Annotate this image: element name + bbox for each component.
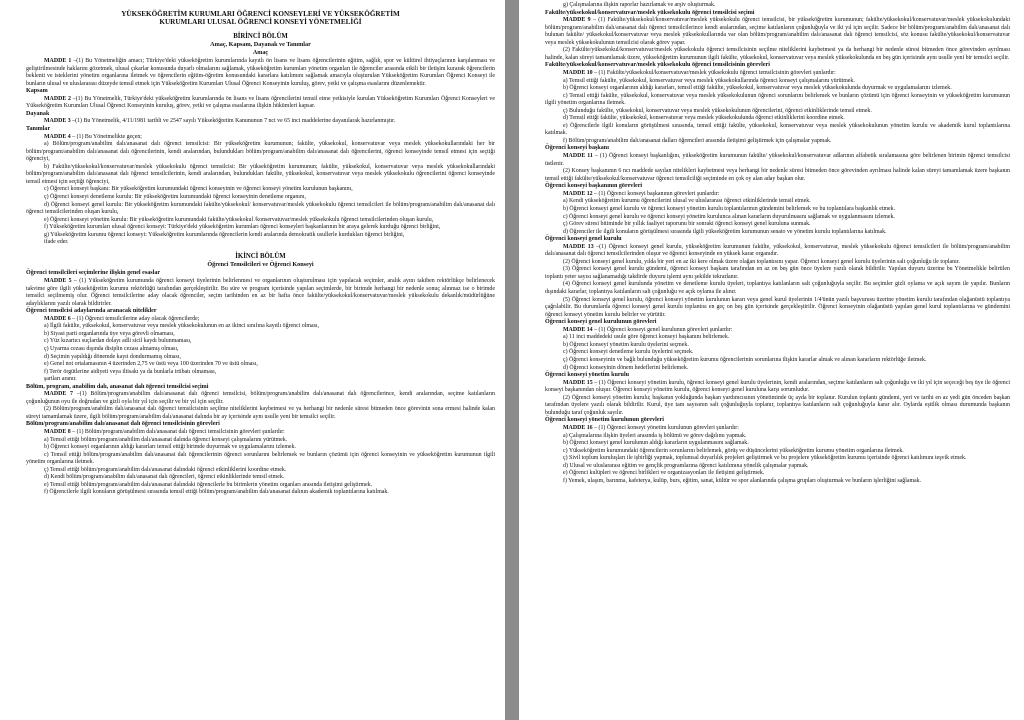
article-6-label: MADDE 6 bbox=[44, 315, 71, 322]
article-13-3: (3) Öğrenci konseyi genel kurulu gündemi, öğrenci konseyi başkanı tarafından en az on beş gün önce üyelere yazılı olarak bildirilir. Yapılan duyuru üzerine bu Yönetmelikle belirtilen toplantı yeter sayısı sağlanamadığı takdirde duyuru işlemi aynı şekilde tekrarlanır. bbox=[545, 266, 1010, 280]
article-10-f: f) Bölüm/program/anabilim dalı/anasanat dalları öğrencileri arasında iletişimi geliştirmek için çalışmalar yapmak. bbox=[563, 137, 832, 144]
article-8-e: e) Temsil ettiği bölüm/program/anabilim dalı/anasanat dalındaki öğrencilerle bu birimlerin yönetim organları arasında iletişimi geliştirmek. bbox=[44, 481, 373, 488]
article-4-end: ifade eder. bbox=[44, 239, 69, 246]
heading-dayanak: Dayanak bbox=[26, 110, 50, 117]
article-1-text: –(1) Bu Yönetmeliğin amacı; Türkiye'deki yükseköğretim kurumlarında kayıtlı ön lisans ve lisans öğrencilerinin eğitim, sağlık, spor ve kültürel ihtiyaçlarının karşılanması ve geliştirilmesinde haklarını gözetmek, ulusal çıkarlar konusunda duyarlı olmalarını sağlamak, yükseköğretim kurumları yönetim organları ile öğrenciler arasında etkili bir iletişim kurarak öğrencilerin beklenti ve isteklerini yönetim organlarına iletmek ve öğrencilerin eğitim-öğretim konusundaki kararlara katılımını sağlamak amacıyla oluşturulan Yükseköğretim Kurumları Öğrenci Konseyi ile bunların ulusal ve uluslararası düzeyde temsil etmek için Yükseköğretim Kurumları Ulusal Öğrenci Konseyinin kuruluş, görev, yetki ve çalışma esaslarını düzenlemektir. bbox=[26, 58, 495, 87]
page-gutter bbox=[505, 0, 519, 720]
article-12-label: MADDE 12 bbox=[563, 190, 593, 197]
article-8-a: a) Temsil ettiği bölüm/program/anabilim dalı/anasanat dalında öğrenci konseyi çalışmalarını yürütmek. bbox=[44, 436, 288, 443]
article-10-d: d) Temsil ettiği fakülte, yüksekokul, konservatuvar veya meslek yüksekokulunda öğrenci etkinliklerini koordine etmek. bbox=[563, 115, 845, 122]
article-4-e: e) Öğrenci konseyi yönetim kurulu: Bir yükseköğretim kurumundaki fakülte/yüksekokul /konservatuvar/meslek yüksekokulu öğrenci temsilcilerinden oluşan kurulu, bbox=[44, 216, 434, 223]
article-10-intro: – (1) Fakülte/yüksekokul/konservatuvar/meslek yüksekokulu öğrenci temsilcisinin görevleri şunlardır: bbox=[594, 70, 836, 77]
article-8-b: b) Öğrenci konseyi organlarının aldığı kararları temsil ettiği birimde duyurmak ve uygulamalarını izlemek. bbox=[44, 444, 296, 451]
article-3-text: –(1) Bu Yönetmelik, 4/11/1981 tarihli ve 2547 sayılı Yükseköğretim Kanununun 7 nci ve 65 inci maddelerine dayanılarak hazırlanmıştır. bbox=[72, 118, 396, 125]
article-4-g: g) Yükseköğretim kurumu öğrenci konseyi: Yükseköğretim kurumlarında öğrencilerin kendi aralarında demokratik usullerle kurdukları öğrenci birliğini, bbox=[44, 231, 405, 238]
article-10-cc: ç) Bulunduğu fakülte, yüksekokul, konservatuvar veya meslek yüksekokulunun öğrencilerini, öğrenci etkinliklerinde temsil etmek. bbox=[563, 107, 872, 114]
article-6-e: e) Genel not ortalamasının 4 üzerinden 2,75 ve üstü veya 100 üzerinden 70 ve üstü olması, bbox=[44, 361, 258, 368]
article-9 bbox=[545, 17, 1010, 47]
article-12-intro: – (1) Öğrenci konseyi başkanının görevleri şunlardır: bbox=[594, 190, 720, 197]
part2-title: İKİNCİ BÖLÜM bbox=[235, 252, 286, 260]
article-4-f: f) Yükseköğretim kurumları ulusal öğrenci konseyi: Türkiye'deki yükseköğretim kurumları öğrenci konseyleri başkanlarının bir araya gelerek kurduğu öğrenci birliğini, bbox=[44, 224, 441, 231]
article-6-cc: ç) Uyarma cezası dışında disiplin cezası almamış olması, bbox=[44, 345, 179, 352]
article-14-label: MADDE 14 bbox=[563, 326, 593, 333]
part1-title: BİRİNCİ BÖLÜM bbox=[233, 32, 288, 40]
heading-kapsam: Kapsam bbox=[26, 88, 48, 95]
article-8-g: g) Çalışmalarına ilişkin raporlar hazırlamak ve arşiv oluşturmak. bbox=[563, 2, 716, 8]
part1-subtitle: Amaç, Kapsam, Dayanak ve Tanımlar bbox=[210, 40, 311, 48]
article-11-2: (2) Konsey başkanının 6 ncı maddede sayılan nitelikleri kaybetmesi veya herhangi bir nedenle süresi bitmeden önce görevinden ayrılması halinde kalan süreyi tamamlamak üzere başkanın temsil ettiği fakülte/yüksekokul/konservatuvar öğrenci temsilciliği seçiminde en çok oy alan aday başkan olur. bbox=[545, 168, 1010, 182]
article-5 bbox=[26, 278, 495, 308]
heading-bolum-gorev: Bölüm/program/anabilim dalı/anasanat dalı öğrenci temsilcisinin görevleri bbox=[26, 421, 220, 428]
article-15 bbox=[545, 380, 1010, 395]
part2-subtitle: Öğrenci Temsilcileri ve Öğrenci Konseyi bbox=[207, 260, 314, 268]
article-15-label: MADDE 15 bbox=[563, 379, 593, 386]
article-5-label: MADDE 5 bbox=[44, 278, 72, 284]
article-4-d: d) Öğrenci konseyi genel kurulu: Bir yükseköğretim kurumundaki fakülte/yüksekokul/ konservatuvar/meslek yüksekokulu öğrenci temsilcileri ile bölüm/program/anabilim dalı/anasanat dalı öğrenci temsilcilerinden oluşan kurulu, bbox=[26, 201, 495, 216]
article-6-c: c) Yüz kızartıcı suçlardan dolayı adli sicil kaydı bulunmaması, bbox=[44, 338, 192, 345]
article-6-b: b) Siyasi parti organlarında üye veya görevli olmaması, bbox=[44, 330, 175, 337]
heading-baskan-gorev: Öğrenci konseyi başkanının görevleri bbox=[545, 183, 643, 190]
heading-baskan: Öğrenci konseyi başkanı bbox=[545, 145, 609, 152]
heading-genel-gorev: Öğrenci konseyi genel kurulunun görevleri bbox=[545, 319, 657, 326]
article-12-d: d) Öğrenciler ile ilgili konuların görüşülmesi sırasında ilgili yükseköğretim kurumunun senato ve yönetim kurulu toplantılarına katılmak. bbox=[563, 228, 887, 235]
article-16-e: e) Öğrenci kulüpleri ve öğrenci birlikleri ve organizasyonları ile iletişimi geliştirmek. bbox=[563, 470, 765, 477]
article-6-intro: – (1) Öğrenci temsilcilerine aday olacak öğrencilerde; bbox=[72, 315, 200, 322]
article-9-2: (2) Fakülte/yüksekokul/konservatuvar/meslek yüksekokulu öğrenci temsilcisinin seçilme niteliklerini kaybetmesi ya da herhangi bir nedenle süresi bitmeden önce görevinden ayrılması halinde, kalan süreyi tamamlamak üzere, yükseköğretim kurumunun ilgili fakülte, yüksekokul, konservatuvar veya meslek yüksekokulunda en beş gün içerisinde aynı usulle yeni bir temsilci seçilir. bbox=[545, 47, 1010, 61]
article-14-c: c) Öğrenci konseyi denetleme kurulu üyelerini seçmek. bbox=[563, 349, 694, 356]
article-4-cc: ç) Öğrenci konseyi denetleme kurulu: Bir yükseköğretim kurumundaki öğrenci konseyinin denetleme organını, bbox=[44, 193, 306, 200]
article-4-intro: – (1) Bu Yönetmelikte geçen; bbox=[72, 133, 142, 140]
article-16-f: f) Yemek, ulaşım, barınma, kafeterya, kulüp, burs, eğitim, sanat, kültür ve spor alanlarında çalışma grupları oluşturmak ve bunların işlerliğini sağlamak. bbox=[563, 477, 922, 484]
article-4-b: b) Fakülte/yüksekokul/konservatuvar/meslek yüksekokulu öğrenci temsilcisi: Bir yükseköğretim kurumunun; fakülte, yüksekokul, konservatuvar veya meslek yüksekokullarındaki bölüm/program/anabilim dalı/anasanat dalı öğrenci temsilcilerinin, kendi aralarından, bulundukları fakülte, yüksekokul, konservatuvar veya meslek yüksekokulu öğrencilerini öğrenci konseyinde temsil etmesi için seçtiği öğrenciyi, bbox=[26, 163, 495, 185]
article-11 bbox=[545, 153, 1010, 168]
article-14-a: a) 11 inci maddedeki usule göre öğrenci konseyi başkanını belirlemek. bbox=[563, 334, 730, 341]
article-15-text: – (1) Öğrenci konseyi yönetim kurulu, öğrenci konseyi genel kurulu üyelerinin, kendi aralarından, seçime katılanların salt çoğunluğu ve iki yıl için seçeceği beş üye ile öğrenci konseyi başkanından oluşur. Öğrenci konseyi yönetim kurulu, öğrenci konseyi genel kuruluna karşı sorumludur. bbox=[545, 379, 1010, 394]
heading-genel-kurul: Öğrenci konseyi genel kurulu bbox=[545, 236, 622, 243]
heading-nitelik: Öğrenci temsilcisi adaylarında aranacak nitelikler bbox=[26, 308, 157, 315]
article-16-a: a) Çalışmalarına ilişkin üyeleri arasında iş bölümü ve görev dağılımı yapmak. bbox=[563, 432, 747, 439]
article-8-f: f) Öğrencilerle ilgili konuların görüşülmesi sırasında temsil ettiği bölüm/program/anabilim dalı/anasanat dalının akademik toplantılarına katılmak. bbox=[44, 489, 389, 496]
heading-fak-secim: Fakülte/yüksekokul/konservatuvar/meslek yüksekokulu öğrenci temsilcisi seçimi bbox=[545, 9, 755, 16]
article-5-text: – (1) Yükseköğretim kurumunda öğrenci konseyi üyelerinin belirlenmesi ve organlarının oluşturulması için yapılacak seçimler, aralık ayını takiben rektörlükçe belirlenecek takvime göre ilgili yükseköğretim kurumu rektörlüğü tarafından gerçekleştirilir. Bu süre ve program içerisinde yapılan seçimlerde, bir birimde herhangi bir nedenle sonuç alınmaz ise o birimde temsilci seçilmemiş olur. Öğrenci temsilcilerine aday olacak öğrenciler, seçim tarihinden en az bir hafta önce fakülte/yüksekokul/konservatuvar/meslek yüksekokulu dekanlık/müdürlüğüne adaylıklarını yazılı olarak bildirirler. bbox=[26, 278, 495, 307]
article-6-d: d) Seçimin yapıldığı dönemde kayıt dondurmamış olması, bbox=[44, 353, 181, 360]
article-10 bbox=[545, 70, 1010, 78]
article-14-cc: ç) Öğrenci konseyinin ve bağlı bulunduğu yükseköğretim kurumu öğrencilerinin sorunlarına ilişkin kararlar almak ve alınan kararların rektörlüğe iletmek. bbox=[563, 356, 927, 363]
article-16-c: c) Yükseköğretim kurumundaki öğrencilerin sorunlarını belirlemek, görüş ve düşüncelerini yükseköğretim kurumu yönetim organlarına iletmek. bbox=[563, 447, 904, 454]
article-6-a: a) İlgili fakülte, yüksekokul, konservatuvar veya meslek yüksekokulunun en az ikinci sınıfına kayıtlı öğrenci olması, bbox=[44, 323, 319, 330]
article-12-a: a) Kendi yükseköğretim kurumu öğrencilerini ulusal ve uluslararası öğrenci etkinliklerinde temsil etmek. bbox=[563, 198, 811, 205]
heading-secim: Öğrenci temsilcileri seçimlerine ilişkin genel esaslar bbox=[26, 270, 161, 277]
article-16-label: MADDE 16 bbox=[563, 425, 593, 431]
article-14-b: b) Öğrenci konseyi yönetim kurulu üyelerini seçmek. bbox=[563, 341, 689, 348]
heading-amac: Amaç bbox=[252, 50, 269, 57]
article-3-label: MADDE 3 bbox=[44, 118, 71, 125]
heading-tanimlar: Tanımlar bbox=[26, 126, 51, 133]
article-2 bbox=[26, 96, 495, 111]
article-4-a: a) Bölüm/program/anabilim dalı/anasanat dalı öğrenci temsilcisi: Bir yükseköğretim kurumunun; fakülte, yüksekokul, konservatuvar veya meslek yüksekokullarındaki her bir bölüm/program/anabilim dalı/anasanat dalı öğrencilerinin, kendi aralarından, bulundukları bölüm/program/anabilim dalı/anasanat dalı öğrencilerini, öğrenci konseyinde temsil etmesi için seçtiği öğrenciyi, bbox=[26, 141, 495, 163]
article-12-b: b) Öğrenci konseyi genel kurulu ve öğrenci konseyi yönetim kurulu toplantılarının gündemini belirlemek ve bu toplantılara başkanlık etmek. bbox=[563, 205, 896, 212]
article-7-text: –(1) Bölüm/program/anabilim dalı/anasanat dalı öğrenci temsilcisi, bölüm/program/anabilim dalı/anasanat dalı öğrencilerince, kendi aralarından, seçime katılanların çoğunluğunun oyu ile doğrudan ve gizli oyla bir yıl için seçilir ve bir yıl için seçilir. bbox=[26, 391, 495, 405]
article-12-c: c) Öğrenci konseyi genel kurulu ve öğrenci konseyi yönetim kurulunca alınan kararların duyurulmasını sağlamak ve uygulanmasını izlemek. bbox=[563, 213, 895, 220]
article-8 bbox=[26, 429, 495, 437]
article-13-5: (5) Öğrenci konseyi genel kurulu, öğrenci konseyi yönetim kurulunun kararı veya genel kurul üyelerinin 1/4'ünün yazılı başvurusu üzerine yönetim kurulu tarafından olağanüstü toplantıya çağrılabilir. Bu durumlarda öğrenci konseyi genel kurulu toplantısı en geç on beş gün içerisinde gerçekleştirilir. Öğrenci konseyinin olağanüstü yapılan genel kurul toplantılarına ve gündemini öğrenci konseyi yönetim kurulu belirler ve yürütür. bbox=[545, 296, 1010, 318]
heading-bolum-secimi: Bölüm, program, anabilim dalı, anasanat dalı öğrenci temsilcisi seçimi bbox=[26, 383, 209, 390]
article-13-label: MADDE 13 bbox=[563, 243, 594, 250]
article-8-d: d) Kendi bölüm/program/anabilim dalı/anasanat dalı öğrencileri, öğrenci etkinliklerinde temsil etmek. bbox=[44, 474, 285, 481]
article-8-cc: ç) Temsil ettiği bölüm/program/anabilim dalı/anasanat dalındaki öğrenci etkinliklerini koordine etmek. bbox=[44, 466, 287, 473]
heading-yonetim-gorev: Öğrenci konseyi yönetim kurulunun görevleri bbox=[545, 417, 664, 424]
article-11-label: MADDE 11 bbox=[563, 153, 593, 160]
article-13-4: (4) Öğrenci konseyi genel kurulunda yönetim ve denetleme kurulu üyeleri, toplantıya katılanların salt çoğunluğuyla seçilir. Bu seçimler gizli oylama ve açık sayım ile yapılır. Bunların dışındaki kararlar, toplantıya katılanların salt çoğunluğu ve açık oylama ile alınır. bbox=[545, 281, 1010, 296]
article-16-intro: – (1) Öğrenci konseyi yönetim kurulunun görevleri şunlardır: bbox=[594, 425, 739, 431]
article-9-text: – (1) Fakülte/yüksekokul/konservatuvar/meslek yüksekokulu öğrenci temsilcisi, bir yükseköğretim kurumunun; fakülte/yüksekokul/konservatuvar/meslek yüksekokulundaki bölüm/program/anabilim dalı/anasanat dalı öğrenci temsilcilerince kendi aralarından, seçime katılanların çoğunluğuyla ve iki yıl için seçilir. Sadece bir bölüm/program/anabilim dalı/anasanat dalı bulunan fakülte/ yüksekokul/konservatuvar veya meslek yüksekokullarında var olan bölüm/program/anabilim dalı/anasanat dalı öğrenci temsilcisi, söz konusu fakülte/yüksekokul/konservatuvar veya meslek yüksekokulunun temsilcisi olarak görev yapar. bbox=[545, 17, 1010, 46]
article-15-2: (2) Öğrenci konseyi yönetim kurulu; başkanın yokluğunda başkan yardımcısının yönetiminde üç ayda bir toplanır. Kurulun toplantı gündemi, yeri ve tarihi en az yedi gün önceden başkan tarafından üyelere yazılı olarak bildirilir. Kurul, üye tam sayısının salt çoğunluğuyla toplanır, toplantıya katılanların salt çoğunluğuyla karar alır. Oylarda eşitlik olması durumunda başkanın bulunduğu taraf çoğunluk sayılır. bbox=[545, 394, 1010, 416]
article-11-text: – (1) Öğrenci konseyi başkanlığını, yükseköğretim kurumunun fakülte/ yüksekokul/konservatuvar adlarının alfabetik sıralamasına göre belirlenen birimin öğrenci temsilcisi üstlenir. bbox=[545, 153, 1011, 167]
article-9-label: MADDE 9 bbox=[563, 17, 591, 24]
article-6-f: f) Terör örgütlerine aidiyeti veya iltisakı ya da bunlarla irtibatı olmaması, bbox=[44, 368, 217, 375]
article-13-2: (2) Öğrenci konseyi genel kurulu, yılda bir yeri en az iki kere olmak üzere olağan toplantısını yapar. Öğrenci konseyi genel kurulu üyelerinin salt çoğunluğu ile toplanır. bbox=[563, 258, 960, 265]
article-7-2: (2) Bölüm/program/anabilim dalı/anasanat dalı öğrenci temsilcisinin seçilme niteliklerini kaybetmesi ve ya herhangi bir nedenle süresi bitmeden önce görevinin sona ermesi halinde kalan süreyi tamamlamak üzere, ilgili bölüm/program/anabilim dalı/anasanat dalında bir ay içerisinde aynı usulle yeni bir temsilci seçilir. bbox=[26, 406, 495, 420]
article-7-label: MADDE 7 bbox=[44, 391, 73, 398]
article-16-cc: ç) Sivil toplum kuruluşları ile işbirliği yapmak, toplumsal duyarlılık projeleri geliştirmek ve bu projelere yükseköğretim kurumu içerisinde öğrenci katılımını teşvik etmek. bbox=[563, 455, 967, 462]
article-16-b: b) Öğrenci konseyi genel kurulunun aldığı kararların uygulanmasını sağlamak. bbox=[563, 440, 749, 447]
page-left[interactable] bbox=[0, 0, 505, 720]
heading-yonetim: Öğrenci konseyi yönetim kurulu bbox=[545, 372, 630, 379]
article-10-b: b) Öğrenci konseyi organlarının aldığı kararları, temsil ettiği fakülte, yüksekokul, konservatuvar veya meslek yüksekokulunda duyurmak ve uygulamalarını izlemek. bbox=[563, 85, 952, 92]
article-12-cc: ç) Görev süresi bitiminde bir yıllık faaliyet raporunu bir sonraki öğrenci konseyi genel kuruluna sunmak. bbox=[563, 221, 811, 228]
article-8-label: MADDE 8 bbox=[44, 429, 71, 436]
article-14-intro: – (1) Öğrenci konseyi genel kurulunun görevleri şunlardır: bbox=[594, 326, 733, 333]
article-4-label: MADDE 4 bbox=[44, 133, 71, 140]
article-8-intro: – (1) Bölüm/program/anabilim dalı/anasanat dalı öğrenci temsilcisinin görevleri şunlardır: bbox=[72, 429, 285, 436]
document-title-line1: YÜKSEKÖĞRETİM KURUMLARI ÖĞRENCİ KONSEYLERİ VE YÜKSEKÖĞRETİM bbox=[121, 10, 400, 18]
article-10-label: MADDE 10 bbox=[563, 70, 593, 77]
article-1-label: MADDE 1 bbox=[44, 58, 72, 64]
article-10-c: c) Temsil ettiği fakülte, yüksekokul, konservatuvar veya meslek yüksekokulunun öğrenci sorunlarını belirlemek ve bunların çözümü için öğrenci konseyinin ve yükseköğretim kurumunun ilgili yönetim organlarına iletmek. bbox=[545, 92, 1010, 107]
article-7 bbox=[26, 391, 495, 406]
article-4-c: c) Öğrenci konseyi başkanı: Bir yükseköğretim kurumundaki öğrenci konseyinin ve öğrenci konseyi yönetim kurulunun başkanını, bbox=[44, 186, 353, 193]
article-16 bbox=[545, 425, 1010, 433]
article-2-label: MADDE 2 bbox=[44, 95, 71, 102]
heading-fak-gorev: Fakülte/yüksekokul/konservatuvar/meslek yüksekokulu öğrenci temsilcisinin görevleri bbox=[545, 62, 770, 69]
article-13 bbox=[545, 244, 1010, 259]
article-13-text: –(1) Öğrenci konseyi genel kurulu, yükseköğretim kurumunun fakülte, yüksekokul, konservatuvar, meslek yüksekokulu öğrenci temsilcileri ile bölüm/program/anabilim dalı/anasanat dalı öğrenci temsilcilerinden oluşur ve öğrenci konseyinde en yüksek karar organıdır. bbox=[545, 243, 1010, 258]
article-1 bbox=[26, 58, 495, 88]
article-10-a: a) Temsil ettiği fakülte, yüksekokul, konservatuvar veya meslek yüksekokullarında öğrenci konseyi çalışmalarını yürütmek. bbox=[563, 77, 855, 84]
article-10-e: e) Öğrencilerle ilgili konuların görüşülmesi sırasında, temsil ettiği fakülte, yüksekokul, konservatuvar veya meslek yüksekokulunun yönetim kurulu ve akademik kurul toplantılarına katılmak. bbox=[545, 122, 1010, 137]
article-14-d: d) Öğrenci konseyinin dönem hedeflerini belirlemek. bbox=[563, 364, 689, 371]
document-title-line2: KURUMLARI ULUSAL ÖĞRENCİ KONSEYİ YÖNETMELİĞİ bbox=[159, 18, 362, 27]
article-2-text: –(1) Bu Yönetmelik, Türkiye'deki yükseköğretim kurumlarında ön lisans ve lisans öğrencilerini temsil etme yetkisiyle kurulan Yükseköğretim Kurumları Öğrenci Konseyleri ve Yükseköğretim Kurumları Ulusal Öğrenci Konseyinin kuruluş, görev, yetki ve çalışma esaslarına ilişkin hükümleri kapsar. bbox=[26, 95, 495, 110]
page-right[interactable] bbox=[519, 0, 1024, 720]
article-3 bbox=[26, 118, 495, 126]
article-8-c: c) Temsil ettiği bölüm/program/anabilim dalı/anasanat dalı öğrencilerinin öğrenci sorunlarını belirlemek ve bunların çözümü için öğrenci konseyinin ve yükseköğretim kurumunun ilgili yönetim organlarına iletmek. bbox=[26, 451, 495, 466]
article-6-end: şartları aranır. bbox=[44, 376, 77, 383]
article-16-d: d) Ulusal ve uluslararası eğitim ve gençlik programlarına öğrenci katılımına yönelik çalışmalar yapmak. bbox=[563, 462, 809, 469]
